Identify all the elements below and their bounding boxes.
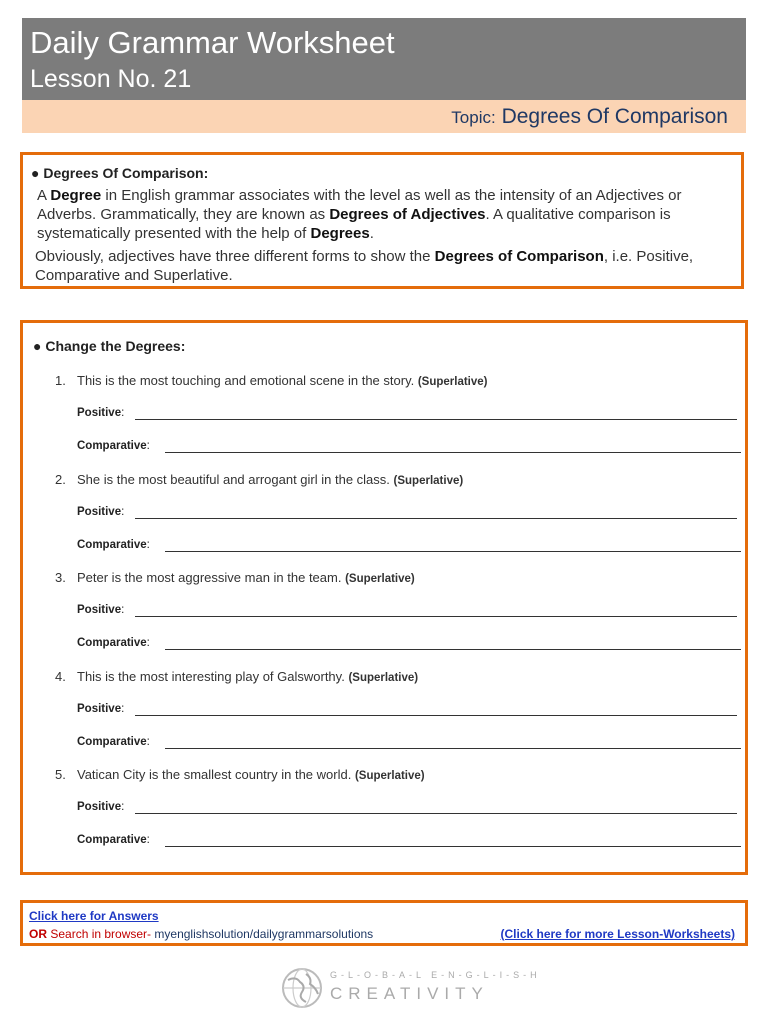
- question-text: [77, 472, 463, 487]
- colon: :: [146, 637, 150, 649]
- comparative-label-text: Comparative: [77, 735, 147, 748]
- question-sentence: Peter is the most aggressive man in the team.: [77, 570, 342, 585]
- text-run: in English grammar associates with the level as well as the intensity of an Adjectives or Adverbs. Grammatically, they are known as: [37, 187, 682, 223]
- comparative-answer-line[interactable]: [165, 452, 741, 453]
- question-text: [77, 767, 425, 782]
- comparative-answer-line[interactable]: [165, 748, 741, 749]
- colon: :: [121, 702, 125, 715]
- comparative-label-text: Comparative: [77, 637, 147, 649]
- question-number: 3.: [55, 570, 66, 585]
- comparative-label: [77, 736, 150, 748]
- question-text: [77, 669, 418, 684]
- intro-paragraph-2: [35, 247, 735, 285]
- colon: :: [146, 735, 150, 748]
- question-tag: (Superlative): [417, 376, 488, 388]
- question-number: 4.: [55, 668, 66, 684]
- brand-logo: [280, 966, 541, 1012]
- question-item: [55, 472, 735, 570]
- positive-label-text: Positive: [77, 604, 122, 616]
- positive-label-text: Positive: [77, 505, 122, 518]
- positive-label-text: Positive: [77, 407, 122, 419]
- lesson-number: Lesson No. 21: [30, 65, 192, 93]
- positive-label-text: Positive: [77, 801, 122, 813]
- topic-value: Degrees Of Comparison: [501, 105, 728, 128]
- bold-term: Degrees: [310, 225, 370, 242]
- answers-link[interactable]: Click here for Answers: [29, 909, 159, 923]
- text-run: A: [37, 187, 51, 204]
- text-run: Obviously, adjectives have three different forms to show the: [35, 248, 435, 265]
- intro-heading: ● Degrees Of Comparison:: [31, 165, 209, 181]
- comparative-label: [77, 834, 150, 846]
- question-sentence: She is the most beautiful and arrogant girl in the class.: [77, 471, 390, 487]
- text-run: , i.e. Positive, Comparative and Superlative.: [35, 248, 694, 284]
- search-hint: [29, 927, 373, 941]
- text-run: .: [369, 225, 374, 242]
- bold-term: Degrees of Comparison: [434, 248, 604, 265]
- colon: :: [121, 604, 125, 616]
- colon: :: [146, 538, 150, 551]
- search-label: Search in browser-: [50, 927, 152, 941]
- positive-answer-line[interactable]: [135, 813, 737, 814]
- question-item: [55, 767, 735, 865]
- question-tag: (Superlative): [348, 671, 419, 684]
- colon: :: [121, 505, 125, 518]
- text-run: . A qualitative comparison is systematically presented with the help of: [37, 206, 671, 242]
- colon: :: [146, 440, 150, 452]
- bold-term: Degree: [50, 187, 102, 204]
- comparative-label: [77, 539, 150, 551]
- question-number: 2.: [55, 471, 66, 487]
- question-item: [55, 373, 735, 471]
- positive-label: [77, 604, 124, 616]
- brand-line-1: G-L-O-B-A-L E-N-G-L-I-S-H: [330, 970, 541, 980]
- comparative-answer-line[interactable]: [165, 551, 741, 552]
- comparative-label: [77, 637, 150, 649]
- question-item: [55, 669, 735, 767]
- comparative-answer-line[interactable]: [165, 649, 741, 650]
- topic-bar: [22, 100, 746, 133]
- search-url: myenglishsolution/dailygrammarsolutions: [154, 927, 374, 941]
- intro-paragraph-1: [37, 186, 737, 243]
- comparative-label: [77, 440, 150, 452]
- positive-label: [77, 506, 124, 518]
- question-tag: (Superlative): [393, 474, 464, 487]
- colon: :: [146, 834, 150, 846]
- colon: :: [121, 801, 125, 813]
- footer-box: [20, 900, 748, 946]
- question-number: 5.: [55, 767, 66, 782]
- page-title: Daily Grammar Worksheet: [30, 25, 395, 60]
- question-sentence: This is the most interesting play of Galsworthy.: [77, 668, 345, 684]
- positive-label: [77, 703, 124, 715]
- more-worksheets-link[interactable]: (Click here for more Lesson-Worksheets): [500, 927, 735, 941]
- positive-label: [77, 801, 124, 813]
- positive-answer-line[interactable]: [135, 419, 737, 420]
- globe-icon: [280, 966, 324, 1010]
- topic-heading: [451, 105, 728, 130]
- comparative-label-text: Comparative: [77, 834, 147, 846]
- question-text: [77, 373, 488, 388]
- comparative-answer-line[interactable]: [165, 846, 741, 847]
- positive-answer-line[interactable]: [135, 518, 737, 519]
- or-label: OR: [29, 927, 47, 941]
- exercise-heading: ● Change the Degrees:: [33, 338, 186, 354]
- brand-line-2: CREATIVITY: [330, 984, 489, 1003]
- exercise-box: [20, 320, 748, 875]
- question-text: [77, 570, 415, 585]
- question-tag: (Superlative): [345, 573, 415, 585]
- question-tag: (Superlative): [354, 770, 425, 782]
- topic-label: Topic:: [451, 108, 496, 127]
- question-sentence: This is the most touching and emotional scene in the story.: [77, 373, 415, 388]
- positive-label: [77, 407, 124, 419]
- bold-term: Degrees of Adjectives: [329, 206, 486, 223]
- question-item: [55, 570, 735, 668]
- intro-box: [20, 152, 744, 289]
- positive-answer-line[interactable]: [135, 616, 737, 617]
- positive-label-text: Positive: [77, 702, 122, 715]
- colon: :: [121, 407, 125, 419]
- positive-answer-line[interactable]: [135, 715, 737, 716]
- comparative-label-text: Comparative: [77, 440, 147, 452]
- question-sentence: Vatican City is the smallest country in the world.: [77, 767, 352, 782]
- comparative-label-text: Comparative: [77, 538, 147, 551]
- header-banner: [22, 18, 746, 100]
- question-number: 1.: [55, 373, 66, 388]
